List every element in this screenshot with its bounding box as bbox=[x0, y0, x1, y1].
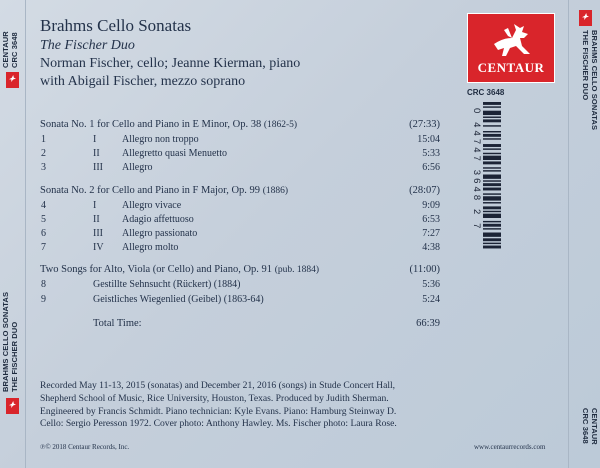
credits-line: Cello: Sergio Peresson 1972. Cover photo: Anthony Hawley. Ms. Fischer photo: Laura Rose. bbox=[40, 418, 397, 430]
track-duration: 9:09 bbox=[422, 199, 440, 211]
album-header bbox=[40, 16, 300, 91]
track-number: 2 bbox=[41, 148, 46, 160]
track-number: 7 bbox=[41, 242, 46, 254]
track-duration: 5:24 bbox=[422, 293, 440, 305]
centaur-wordmark: CENTAUR bbox=[477, 60, 545, 75]
spine-label: CENTAUR bbox=[1, 31, 10, 68]
spine-bottom-left-text bbox=[1, 292, 19, 392]
catalog-number: CRC 3648 bbox=[467, 88, 505, 97]
barcode-bar bbox=[483, 170, 501, 171]
barcode-bar bbox=[483, 148, 501, 149]
work-duration: (27:33) bbox=[409, 119, 440, 130]
spine-label: BRAHMS CELLO SONATAS bbox=[1, 291, 10, 392]
spine-bottom-right-text bbox=[581, 408, 599, 445]
credits-line: Recorded May 11-13, 2015 (sonatas) and December 21, 2016 (songs) in Stude Concert Hall, bbox=[40, 380, 396, 391]
barcode-bar bbox=[483, 246, 501, 249]
barcode-bar bbox=[483, 224, 501, 227]
ensemble-name: The Fischer Duo bbox=[40, 38, 135, 53]
work-heading bbox=[40, 118, 440, 133]
barcode-digits: 0 44747 3648 2 7 bbox=[471, 108, 482, 232]
left-spine bbox=[0, 0, 26, 468]
track-title: Allegro bbox=[122, 162, 153, 174]
performers-line: Norman Fischer, cello; Jeanne Kierman, piano bbox=[40, 56, 301, 71]
barcode-bar bbox=[483, 144, 501, 147]
credits-line: Engineered by Francis Schmidt. Piano technician: Kyle Evans. Piano: Hamburg Steinway D. bbox=[40, 405, 397, 417]
track-number: 5 bbox=[41, 213, 46, 225]
total-time-label: Total Time: bbox=[93, 317, 142, 329]
album-title: Brahms Cello Sonatas bbox=[40, 16, 192, 35]
track-duration: 4:38 bbox=[422, 242, 440, 254]
track-number: 4 bbox=[41, 199, 46, 211]
barcode-bar bbox=[483, 196, 501, 200]
work-title: Sonata No. 2 for Cello and Piano in F Major, Op. 99 bbox=[40, 184, 261, 196]
work-duration: (28:07) bbox=[409, 184, 440, 196]
track-title: Allegro molto bbox=[122, 242, 179, 254]
barcode-bar bbox=[483, 221, 501, 222]
total-time-value: 66:39 bbox=[416, 317, 440, 329]
label-url: www.centaurrecords.com bbox=[474, 443, 546, 451]
movement-number: II bbox=[93, 148, 100, 160]
spine-top-right-text bbox=[581, 30, 599, 130]
barcode-bar bbox=[483, 188, 501, 191]
movement-number: III bbox=[93, 227, 103, 239]
track-title: Allegro passionato bbox=[122, 227, 198, 239]
barcode-bar bbox=[483, 243, 501, 244]
track-number: 8 bbox=[41, 279, 46, 291]
track-row bbox=[40, 199, 440, 213]
copyright-notice: ℗© 2018 Centaur Records, Inc. bbox=[40, 443, 130, 451]
barcode-bar bbox=[483, 228, 501, 229]
spine-label: THE FISCHER DUO bbox=[581, 30, 590, 101]
work-duration: (11:00) bbox=[409, 264, 440, 276]
movement-number: II bbox=[93, 213, 100, 225]
barcode-bar bbox=[483, 180, 501, 181]
track-number: 1 bbox=[41, 134, 46, 145]
track-title: Allegro vivace bbox=[122, 199, 182, 211]
track-duration: 15:04 bbox=[417, 134, 440, 145]
barcode-bar bbox=[483, 167, 501, 168]
work-title: Sonata No. 1 for Cello and Piano in E Minor, Op. 38 bbox=[40, 119, 262, 130]
performers-line: with Abigail Fischer, mezzo soprano bbox=[40, 74, 246, 89]
track-listing bbox=[40, 118, 440, 331]
recording-credits bbox=[40, 380, 560, 431]
barcode-bar bbox=[483, 183, 501, 186]
barcode-bar bbox=[483, 102, 501, 105]
track-row bbox=[40, 213, 440, 227]
barcode-bar bbox=[483, 111, 501, 115]
track-row bbox=[40, 227, 440, 241]
track-title: Adagio affettuoso bbox=[122, 213, 194, 225]
centaur-logo bbox=[467, 13, 555, 83]
work-date: (pub. 1884) bbox=[274, 265, 320, 276]
barcode bbox=[470, 102, 502, 298]
spine-label: BRAHMS CELLO SONATAS bbox=[590, 30, 599, 131]
centaur-horse-icon bbox=[490, 20, 534, 58]
track-duration: 5:36 bbox=[422, 279, 440, 291]
spine-label: CENTAUR bbox=[590, 408, 599, 445]
barcode-bar bbox=[483, 233, 501, 237]
centaur-mini-logo-icon bbox=[579, 10, 592, 26]
track-title: Allegro non troppo bbox=[122, 134, 199, 145]
barcode-bar bbox=[483, 175, 501, 179]
track-title: Geistliches Wiegenlied (Geibel) (1863-64) bbox=[93, 293, 264, 305]
total-time-row bbox=[40, 317, 440, 331]
barcode-bar bbox=[483, 106, 501, 107]
spine-catalog: CRC 3648 bbox=[581, 408, 590, 444]
centaur-mini-logo-icon bbox=[6, 72, 19, 88]
work-heading bbox=[40, 184, 440, 199]
barcode-bar bbox=[483, 117, 501, 118]
barcode-bar bbox=[483, 138, 501, 139]
track-row bbox=[40, 133, 440, 147]
barcode-bar bbox=[483, 238, 501, 241]
track-number: 9 bbox=[41, 293, 46, 305]
track-duration: 6:56 bbox=[422, 162, 440, 174]
work-date: (1862-5) bbox=[263, 120, 298, 130]
barcode-bar bbox=[483, 202, 501, 203]
movement-number: I bbox=[93, 134, 97, 145]
track-title: Gestillte Sehnsucht (Rückert) (1884) bbox=[93, 279, 241, 291]
barcode-bar bbox=[483, 193, 501, 194]
movement-number: I bbox=[93, 199, 97, 211]
spine-label: THE FISCHER DUO bbox=[10, 321, 19, 392]
movement-number: IV bbox=[93, 242, 104, 254]
track-duration: 5:33 bbox=[422, 148, 440, 160]
spine-catalog: CRC 3648 bbox=[10, 32, 19, 68]
barcode-bar bbox=[483, 119, 501, 122]
work-date: (1886) bbox=[262, 185, 289, 196]
barcode-bars bbox=[483, 102, 501, 248]
track-duration: 6:53 bbox=[422, 213, 440, 225]
work-title: Two Songs for Alto, Viola (or Cello) and Piano, Op. 91 bbox=[40, 264, 273, 276]
barcode-bar bbox=[483, 211, 501, 212]
track-number: 6 bbox=[41, 227, 46, 239]
right-spine bbox=[568, 0, 600, 468]
track-row bbox=[40, 147, 440, 161]
track-row bbox=[40, 278, 440, 292]
track-row bbox=[40, 161, 440, 175]
barcode-bar bbox=[483, 125, 501, 126]
barcode-bar bbox=[483, 153, 501, 154]
work-heading bbox=[40, 263, 440, 278]
barcode-bar bbox=[483, 156, 501, 160]
barcode-bar bbox=[483, 131, 501, 132]
track-duration: 7:27 bbox=[422, 227, 440, 239]
track-title: Allegretto quasi Menuetto bbox=[122, 148, 227, 160]
barcode-bar bbox=[483, 206, 501, 209]
centaur-mini-logo-icon bbox=[6, 398, 19, 414]
barcode-bar bbox=[483, 134, 501, 137]
barcode-bar bbox=[483, 214, 501, 218]
movement-number: III bbox=[93, 162, 103, 174]
credits-line: Shepherd School of Music, Rice University, Houston, Texas. Produced by Judith Sherman. bbox=[40, 392, 389, 404]
track-number: 3 bbox=[41, 162, 46, 174]
track-row bbox=[40, 293, 440, 307]
track-row bbox=[40, 241, 440, 255]
spine-top-left-text bbox=[1, 31, 19, 68]
barcode-bar bbox=[483, 161, 501, 164]
